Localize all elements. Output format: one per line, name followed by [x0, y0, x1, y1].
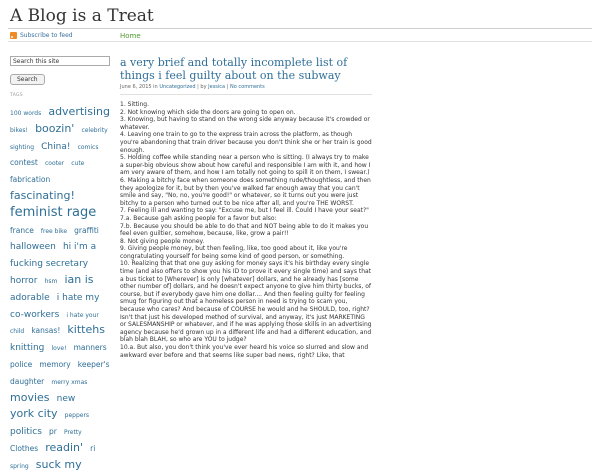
post-paragraph: 6. Making a bitchy face when someone does something rude/thoughtless, and then they apologize for it, but by then you've walked far enough away that you can't smile and say, "No, no, you're good!" or whatever, so it turns out you were just bitchy to a person who turned out to be nice after all, and you're THE WORST. — [120, 176, 371, 207]
sidebar — [10, 56, 110, 472]
tag-link[interactable]: i hate my — [56, 292, 100, 303]
tag-link[interactable]: police — [10, 359, 33, 369]
tag-link[interactable]: daughter — [10, 376, 45, 386]
search-button[interactable]: Search — [10, 74, 45, 85]
tag-link[interactable]: hi i'm a — [62, 242, 97, 253]
tag-link[interactable]: i hate your — [66, 311, 99, 319]
tag-link[interactable]: comics — [77, 143, 99, 151]
tag-link[interactable]: spring — [10, 462, 29, 470]
rss-icon — [10, 32, 17, 39]
tag-link[interactable]: memory — [39, 359, 71, 369]
tag-link[interactable]: peppers — [64, 412, 90, 420]
post-in-label: in — [153, 84, 158, 90]
tag-link[interactable]: fucking secretary — [10, 259, 89, 270]
tag-link[interactable]: ian is — [64, 272, 94, 286]
post-separator: | — [197, 84, 199, 90]
tag-link[interactable]: knitting — [10, 343, 45, 354]
tag-link[interactable]: pr — [48, 427, 57, 437]
post-paragraph: 3. Knowing, but having to stand on the wrong side anyway because it's crowded or whatever. — [120, 116, 370, 131]
tag-link[interactable]: manners — [73, 343, 107, 353]
post-body — [120, 101, 372, 359]
nav-home-link[interactable]: Home — [120, 32, 141, 40]
post-paragraph: 8. Not giving people money. — [120, 237, 205, 245]
post-paragraph: 7.b. Because you should be able to do that and NOT being able to do it makes you feel even guiltier, somehow, because, like, grow a pair!! — [120, 222, 369, 238]
tag-link[interactable]: new — [56, 393, 76, 404]
tag-link[interactable]: movies — [10, 390, 50, 404]
post-separator: | — [226, 84, 229, 90]
tag-link[interactable]: feminist rage — [10, 204, 97, 220]
tag-link[interactable]: child — [10, 328, 25, 336]
tag-link[interactable]: merry xmas — [51, 378, 88, 386]
tag-link[interactable]: Pretty — [63, 429, 82, 437]
subscribe-label: Subscribe to feed — [20, 32, 73, 39]
post-divider — [120, 94, 372, 95]
tag-link[interactable]: cooter — [44, 160, 65, 168]
tag-link[interactable]: kittehs — [67, 323, 105, 337]
tag-link[interactable]: celebrity — [81, 126, 108, 134]
tag-link[interactable]: politics — [10, 427, 42, 438]
post-paragraph: 10.a. But also, you don't think you've ever heard his voice so slurred and slow and awkward ever before and that seems like super bad news, right? Like, that — [120, 344, 369, 359]
tag-link[interactable]: Clothes — [10, 443, 39, 453]
tag-link[interactable]: horror — [10, 275, 38, 286]
tag-link[interactable]: france — [10, 225, 34, 235]
tag-cloud — [10, 102, 114, 472]
site-title[interactable]: A Blog is a Treat — [10, 6, 154, 26]
tag-link[interactable]: advertising — [48, 105, 110, 118]
tag-link[interactable]: contest — [10, 158, 38, 168]
tag-link[interactable]: 100 words — [10, 110, 42, 117]
tag-link[interactable]: fabrication — [10, 175, 51, 185]
post-by-label: by — [200, 84, 207, 90]
tag-link[interactable]: sighting — [10, 143, 35, 151]
tag-link[interactable]: graffiti — [74, 225, 99, 235]
post-category-link[interactable]: Uncategorized — [159, 84, 196, 90]
subscribe-link[interactable] — [10, 32, 73, 39]
tag-link[interactable]: adorable — [10, 292, 50, 303]
tag-link[interactable]: halloween — [10, 242, 56, 253]
post-title[interactable]: a very brief and totally incomplete list of things i feel guilty about on the subway — [120, 56, 348, 82]
tag-link[interactable]: ri — [90, 443, 96, 453]
post-paragraph: 7.a. Because gah asking people for a favor but also: — [120, 214, 277, 222]
post-paragraph: 10. Realizing that that one guy asking for money says it's his birthday every single time (and also offers to show you his ID to prove it every single time) and says that a bus ticket to [Wherever] is only [whatever] dollars, and he already has [some other number of] dollars, and he doesn't expect anyone to give him thirty bucks, of course, but if everybody gave him one dollar.... And then feeling guilty for feeling smug for figuring out that a homeless person in need is trying to scam you, because who cares? And because of COURSE he would and he SHOULD, too, right? Isn't that just his developed method of survival, and anyway, it's just MARKETING or SALESMANSHIP or whatever, and if he was applying those skills in an advertising agency because he'd grown up in a different life and had a different education, and blah blah BLAH, so who are YOU to judge? — [120, 260, 372, 344]
tag-link[interactable]: keeper's — [77, 359, 110, 369]
tag-link[interactable]: China! — [41, 141, 71, 152]
post-paragraph: 4. Leaving one train to go to the express train across the platform, as though you're abandoning that train driver because you don't think she or her train is good enough. — [120, 131, 372, 154]
post-date: June 6, 2015 — [120, 84, 152, 90]
tag-link[interactable]: co-workers — [10, 309, 60, 320]
post-paragraph: 9. Giving people money, but then feeling, like, too good about it, like you're congratulating yourself for being some kind of good person, or something. — [120, 245, 348, 260]
post-paragraph: 7. Feeling ill and wanting to say: "Excuse me, but I feel ill. Could I have your seat?" — [120, 207, 369, 215]
post-paragraph: 5. Holding coffee while standing near a person who is sitting. (I always try to make a super-big obvious show about how careful and responsible I am with it, and how I am very aware of them, and how I am totally not going to spill it on them, I swear.) — [120, 154, 371, 177]
post-comments-link[interactable]: No comments — [230, 84, 265, 90]
tag-link[interactable]: love! — [51, 345, 67, 353]
post-paragraph: 1. Sitting. — [120, 101, 149, 108]
tag-link[interactable]: boozin' — [35, 121, 75, 135]
post-paragraph: 2. Not knowing which side the doors are going to open on. — [120, 108, 296, 116]
header-divider — [8, 28, 592, 29]
tag-link[interactable]: bikes! — [10, 126, 28, 134]
tag-link[interactable]: kansas! — [31, 326, 61, 336]
nav-divider — [8, 41, 592, 42]
tag-link[interactable]: cute — [71, 160, 85, 168]
post-meta — [120, 84, 372, 90]
post-author-link[interactable]: Jessica — [208, 84, 226, 90]
tag-link[interactable]: readin' — [45, 440, 84, 454]
main-content — [120, 56, 372, 359]
tag-link[interactable]: suck my — [35, 457, 82, 471]
tag-link[interactable]: free bike — [40, 227, 68, 235]
search-input[interactable] — [10, 56, 110, 66]
tag-link[interactable]: fascinating! — [10, 188, 75, 202]
tags-heading: TAGS — [10, 93, 23, 98]
tag-link[interactable]: york city — [10, 407, 58, 421]
tag-link[interactable]: hsm — [44, 277, 58, 285]
